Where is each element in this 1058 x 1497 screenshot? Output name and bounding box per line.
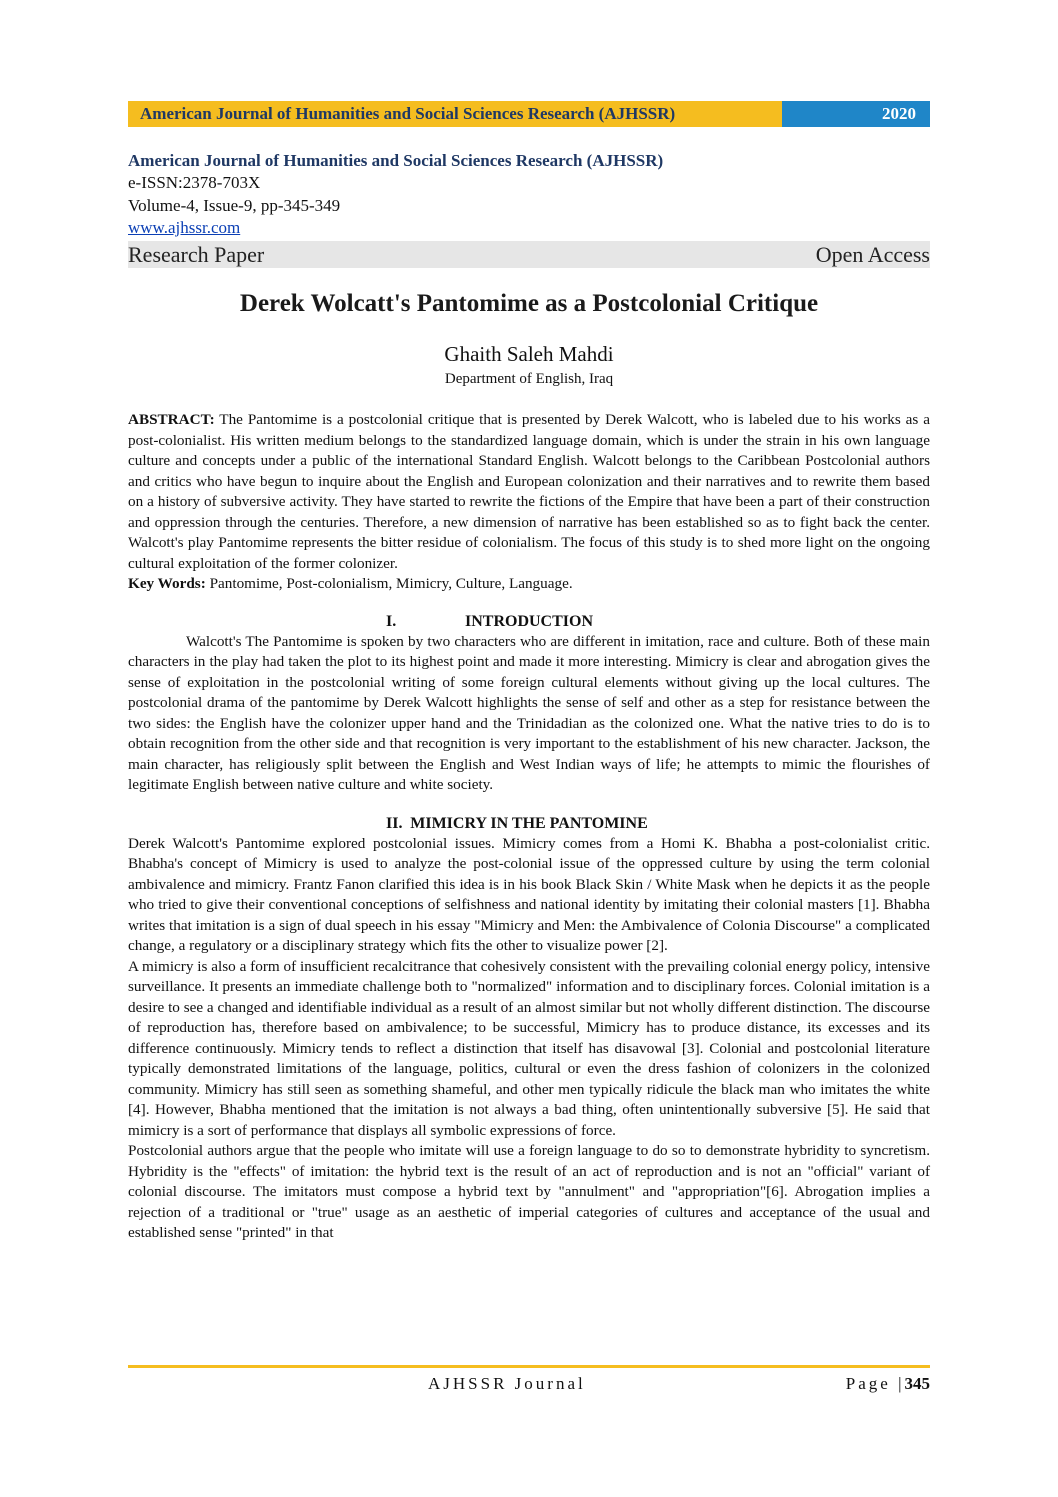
paper-type: Research Paper	[128, 241, 265, 267]
footer-rule	[128, 1365, 930, 1368]
running-header-year: 2020	[782, 101, 930, 127]
running-header-journal: American Journal of Humanities and Social Sciences Research (AJHSSR)	[128, 101, 782, 127]
section-title: MIMICRY IN THE PANTOMINE	[410, 814, 648, 832]
access-type: Open Access	[815, 241, 930, 267]
paper-type-bar	[128, 241, 930, 268]
section-number: I.	[386, 612, 397, 630]
journal-name: American Journal of Humanities and Social Sciences Research (AJHSSR)	[128, 151, 664, 170]
section-title: INTRODUCTION	[464, 612, 593, 630]
journal-info	[128, 151, 930, 239]
author-name: Ghaith Saleh Mahdi	[444, 342, 614, 366]
footer-page	[846, 1374, 930, 1394]
section-heading-introduction	[128, 612, 930, 632]
abstract-label: ABSTRACT:	[128, 411, 215, 428]
page-footer	[128, 1374, 930, 1396]
paragraph: Derek Walcott's Pantomime explored postcolonial issues. Mimicry comes from a Homi K. Bhabha a post-colonialist critic. Bhabha's concept of Mimicry is used to analyze the post-colonial issue of the oppressed culture by using the term colonial ambivalence and mimicry. Frantz Fanon clarified this idea is in his book Black Skin / White Mask when he depicts it as the people who tried to give their conventional conceptions of selfishness and national identity by imitating their colonial masters [1]. Bhabha writes that imitation is a sign of dual speech in his essay "Mimicry and Men: the Ambivalence of Colonia Discourse" a complicated change, a regulatory or a disciplinary strategy which fits the other to visualize power [2].	[128, 834, 930, 954]
footer-page-label: Page |	[845, 1374, 905, 1393]
author-affiliation: Department of English, Iraq	[444, 371, 614, 387]
keywords-label: Key Words:	[128, 575, 206, 592]
abstract-text: The Pantomime is a postcolonial critique that is presented by Derek Walcott, who is labeled due to his works as a post-colonialist. His written medium belongs to the standardized language domain, which is under the strain in his own language culture and concepts under a public of the international Standard English. Walcott belongs to the Caribbean Postcolonial authors and critics who have begun to inquire about the English and European colonization and their narratives and to rewrite them based on a history of subversive activity. They have started to rewrite the fictions of the Empire that have been a part of their construction and oppression through the centuries. Therefore, a new dimension of narrative has been established so as to fight back the center. Walcott's play Pantomime represents the bitter residue of colonialism. The focus of this study is to shed more light on the ongoing cultural exploitation of the former colonizer.	[128, 411, 930, 572]
footer-journal: AJHSSR Journal	[428, 1374, 586, 1393]
running-header	[128, 101, 930, 127]
journal-volume: Volume-4, Issue-9, pp-345-349	[128, 196, 341, 215]
paragraph: A mimicry is also a form of insufficient recalcitrance that cohesively consistent with the prevailing colonial energy policy, intensive surveillance. It presents an immediate challenge both to "normalized" information and to disciplinary forces. Colonial imitation is a desire to see a changed and identifiable individual as a result of an almost similar but not wholly different distinction. The discourse of reproduction has, therefore based on ambivalence; to be successful, Mimicry has to produce distance, its excesses and its difference continuously. Mimicry tends to reflect a distinction that itself has disavowal [3]. Colonial and postcolonial literature typically demonstrated limitations of the language, politics, cultural or even the dress fashion of colonizers in the colonized community. Mimicry has still seen as something shameful, and other men typically ridicule the black man who imitates the white [4]. However, Bhabha mentioned that the imitation is not always a bad thing, often unintentionally subversive [5]. He said that mimicry is a sort of performance that displays all symbolic expressions of force.	[128, 957, 930, 1139]
keywords-text: Pantomime, Post-colonialism, Mimicry, Culture, Language.	[205, 575, 573, 592]
paragraph: Walcott's The Pantomime is spoken by two characters who are different in imitation, race and culture. Both of these main characters in the play had taken the plot to its highest point and made it more interesting. Mimicry is clear and abrogation gives the sense of exploitation in the postcolonial writing of some foreign cultural elements without giving up the local cultures. The postcolonial drama of the pantomime by Derek Walcott highlights the sense of self and other as a step for resistance between the two sides: the English have the colonizer upper hand and the Trinidadian as the colonized one. What the native tries to do is to obtain recognition from the other side and that recognition is very important to the establishment of his new character. Jackson, the main character, has religiously split between the English and West Indian ways of life; he attempts to mimic the flourishes of legitimate English between native culture and white society.	[128, 632, 930, 793]
section-number: II.	[386, 814, 403, 832]
abstract	[128, 410, 930, 574]
journal-issn: e-ISSN:2378-703X	[128, 173, 261, 192]
footer-page-number: 345	[904, 1374, 930, 1393]
journal-url-link[interactable]: www.ajhssr.com	[128, 218, 241, 237]
keywords	[128, 574, 930, 595]
paragraph: Postcolonial authors argue that the people who imitate will use a foreign language to do so to demonstrate hybridity to syncretism. Hybridity is the "effects" of imitation: the hybrid text is the result of an act of reproduction and is not an "official" variant of colonial discourse. The imitators must compose a hybrid text by "annulment" and "appropriation"[6]. Abrogation implies a rejection of a traditional or "true" usage as an aesthetic of imperial categories of cultures and acceptance of the usual and established sense "printed" in that	[128, 1142, 930, 1241]
paper-title: Derek Wolcatt's Pantomime as a Postcolonial Critique	[239, 290, 819, 317]
paper-body	[128, 410, 930, 1244]
section-heading-mimicry	[128, 814, 930, 834]
